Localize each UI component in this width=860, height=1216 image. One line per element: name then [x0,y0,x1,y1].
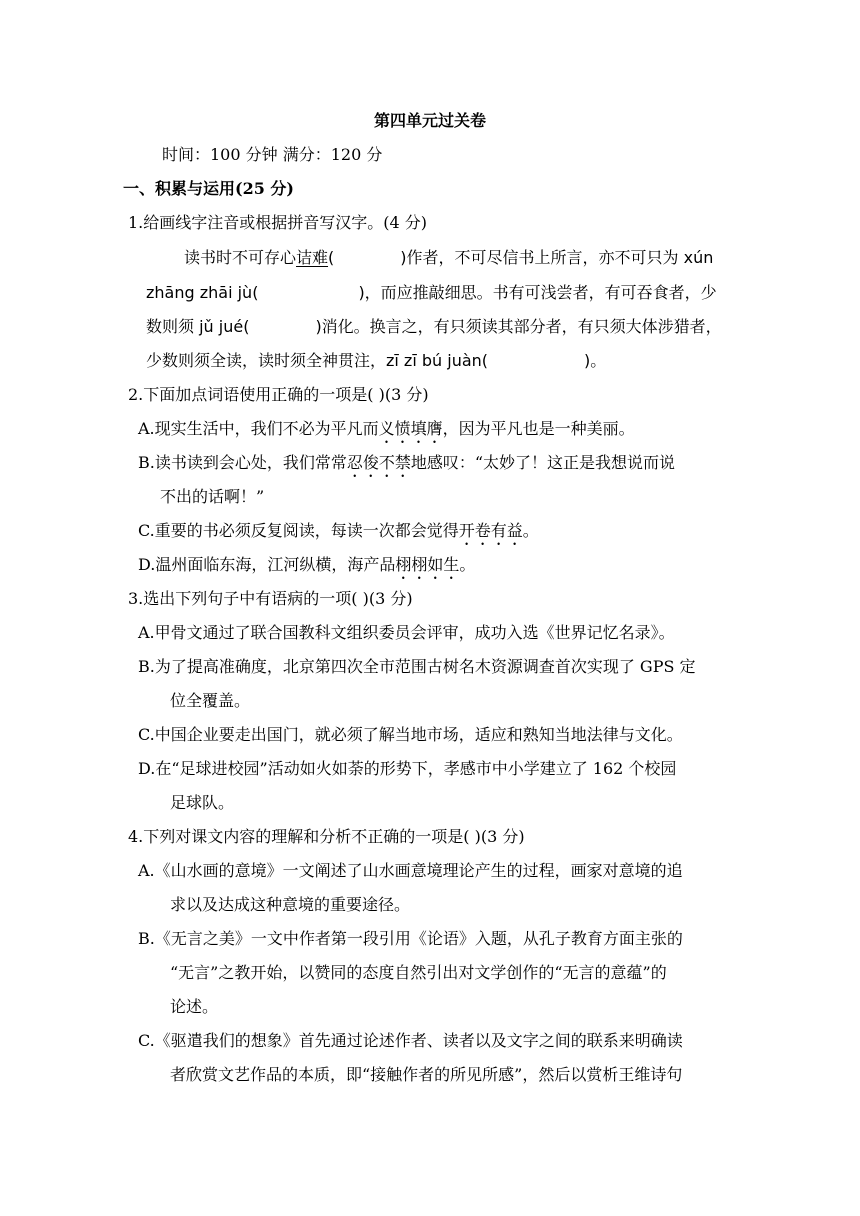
question-3-stem: 3.选出下列句子中有语病的一项( )(3 分) [128,589,413,608]
question-1-stem: 1.给画线字注音或根据拼音写汉字。(4 分) [128,213,428,232]
question-2-option-c: C.重要的书必须反复阅读，每读一次都会觉得开卷有益。 [138,521,539,540]
question-4-option-a-cont: 求以及达成这种意境的重要途径。 [170,895,411,914]
question-2-option-b: B.读书读到会心处，我们常常忍俊不禁地感叹：“太妙了！这正是我想说而说 [138,453,676,472]
question-1-passage-line-4: 少数则须全读，读时须全神贯注，zī zī bú juàn( )。 [146,351,607,370]
exam-meta: 时间：100 分钟 满分：120 分 [162,145,383,164]
question-2-option-b-cont: 不出的话啊！” [160,487,265,506]
question-4-option-b-cont-2: 论述。 [170,997,219,1016]
dotted-word: 义愤填膺 [378,419,443,438]
question-4-option-c-cont: 者欣赏文艺作品的本质，即“接触作者的所见所感”，然后以赏析王维诗句 [170,1065,683,1084]
dotted-word: 忍俊不禁 [346,453,411,472]
underlined-word: 诘难 [296,248,329,267]
question-1-passage-line-1: 读书时不可存心诘难( )作者，不可尽信书上所言，亦不可只为 xún [184,248,714,267]
question-4-stem: 4.下列对课文内容的理解和分析不正确的一项是( )(3 分) [128,827,525,846]
page-title: 第四单元过关卷 [373,111,486,130]
question-2-stem: 2.下面加点词语使用正确的一项是( )(3 分) [128,385,429,404]
question-4-option-b-cont-1: “无言”之教开始，以赞同的态度自然引出对文学创作的“无言的意蕴”的 [170,963,667,982]
dotted-word: 栩栩如生 [395,555,460,574]
question-1-passage-line-3: 数则须 jǔ jué( )消化。换言之，有只须读其部分者，有只须大体涉猎者， [146,317,722,336]
question-2-option-a: A.现实生活中，我们不必为平凡而义愤填膺，因为平凡也是一种美丽。 [138,419,635,438]
question-4-option-a: A.《山水画的意境》一文阐述了山水画意境理论产生的过程，画家对意境的追 [138,861,683,880]
question-3-option-b: B.为了提高准确度，北京第四次全市范围古树名木资源调查首次实现了 GPS 定 [138,657,696,676]
question-4-option-c: C.《驱遣我们的想象》首先通过论述作者、读者以及文字之间的联系来明确读 [138,1031,683,1050]
section-heading: 一、积累与运用(25 分) [123,179,294,198]
question-3-option-d-cont: 足球队。 [170,793,235,812]
question-3-option-a: A.甲骨文通过了联合国教科文组织委员会评审，成功入选《世界记忆名录》。 [138,623,675,642]
question-2-option-d: D.温州面临东海，江河纵横，海产品栩栩如生。 [138,555,476,574]
dotted-word: 开卷有益 [458,521,523,540]
question-1-passage-line-2: zhāng zhāi jù( )，而应推敲细思。书有可浅尝者，有可吞食者，少 [146,283,717,302]
question-3-option-c: C.中国企业要走出国门，就必须了解当地市场，适应和熟知当地法律与文化。 [138,725,683,744]
question-3-option-d: D.在“足球进校园”活动如火如荼的形势下，孝感市中小学建立了 162 个校园 [138,759,677,778]
question-3-option-b-cont: 位全覆盖。 [170,691,251,710]
question-4-option-b: B.《无言之美》一文中作者第一段引用《论语》入题，从孔子教育方面主张的 [138,929,683,948]
